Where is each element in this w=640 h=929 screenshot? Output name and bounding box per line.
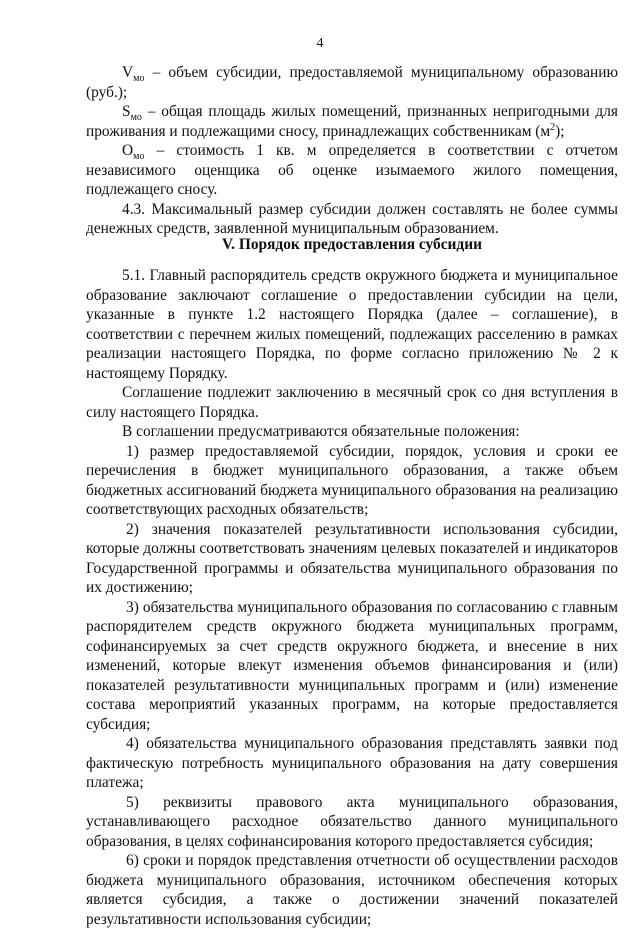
definition-o: $О_{мо}$ – стоимость 1 кв. м определяется в соответствии с отчетом независимого оценщика об оценке изымаемого жилого помещения, подлежащего сносу. [86,142,618,198]
list-item-6: 6) сроки и порядок представления отчетности об осуществлении расходов бюджета муниципального образования, источником обеспечения которых является субсидия, а также о достижении значений показателей результативности использования субсидии; [86,852,618,928]
definition-v: $V_{мо}$ – объем субсидии, предоставляемой муниципальному образованию (руб.); [86,64,618,101]
list-item-1: 1) размер предоставляемой субсидии, порядок, условия и сроки ее перечисления в бюджет муниципального образования, а также объем бюджетных ассигнований бюджета муниципального образования на реализацию соответствующих расходных обязательств; [86,442,618,518]
list-item-2: 2) значения показателей результативности использования субсидии, которые должны соответствовать значениям целевых показателей и индикаторов Государственной программы и обязательства муниципального образования по их достижению; [86,520,618,596]
paragraph-intro: В соглашении предусматриваются обязательные положения: [122,423,520,440]
section-title: V. Порядок предоставления субсидии [222,236,482,253]
page-number: 4 [316,36,324,51]
paragraph-4-3: 4.3. Максимальный размер субсидии должен составлять не более суммы денежных средств, заявленной муниципальным образованием. [86,200,618,237]
list-item-3: 3) обязательства муниципального образования по согласованию с главным распорядителем средств окружного бюджета муниципальных программ, софинансируемых за счет средств окружного бюджета, и внесение в них изменений, которые влекут изменения объемов финансирования и (или) показателей результативности муниципальных программ и (или) изменение состава мероприятий указанных программ, на которые предоставляется субсидия; [86,598,618,733]
definition-s: $S_{мо}$ – общая площадь жилых помещений, признанных непригодными для проживания и подлежащими сносу, принадлежащих собственникам $(м^2)$; [86,103,618,140]
list-item-4: 4) обязательства муниципального образования представлять заявки под фактическую потребность муниципального образования на дату совершения платежа; [86,735,618,791]
list-item-5: 5) реквизиты правового акта муниципального образования, устанавливающего расходное обязательство данного муниципального образования, в целях софинансирования которого предоставляется субсидия; [86,793,618,850]
definitions-block [86,63,618,239]
section-body [86,266,618,929]
paragraph-5-1: 5.1. Главный распорядитель средств окружного бюджета и муниципальное образование заключают соглашение о предоставлении субсидии на цели, указанные в пункте 1.2 настоящего Порядка (далее – соглашение), в соответствии с перечнем жилых помещений, подлежащих расселению в рамках реализации настоящего Порядка, по форме согласно приложению № 2 к настоящему Порядку. [86,267,618,382]
section-heading-block [86,235,618,255]
paragraph-agreement-term: Соглашение подлежит заключению в месячный срок со дня вступления в силу настоящего Порядка. [86,384,618,421]
